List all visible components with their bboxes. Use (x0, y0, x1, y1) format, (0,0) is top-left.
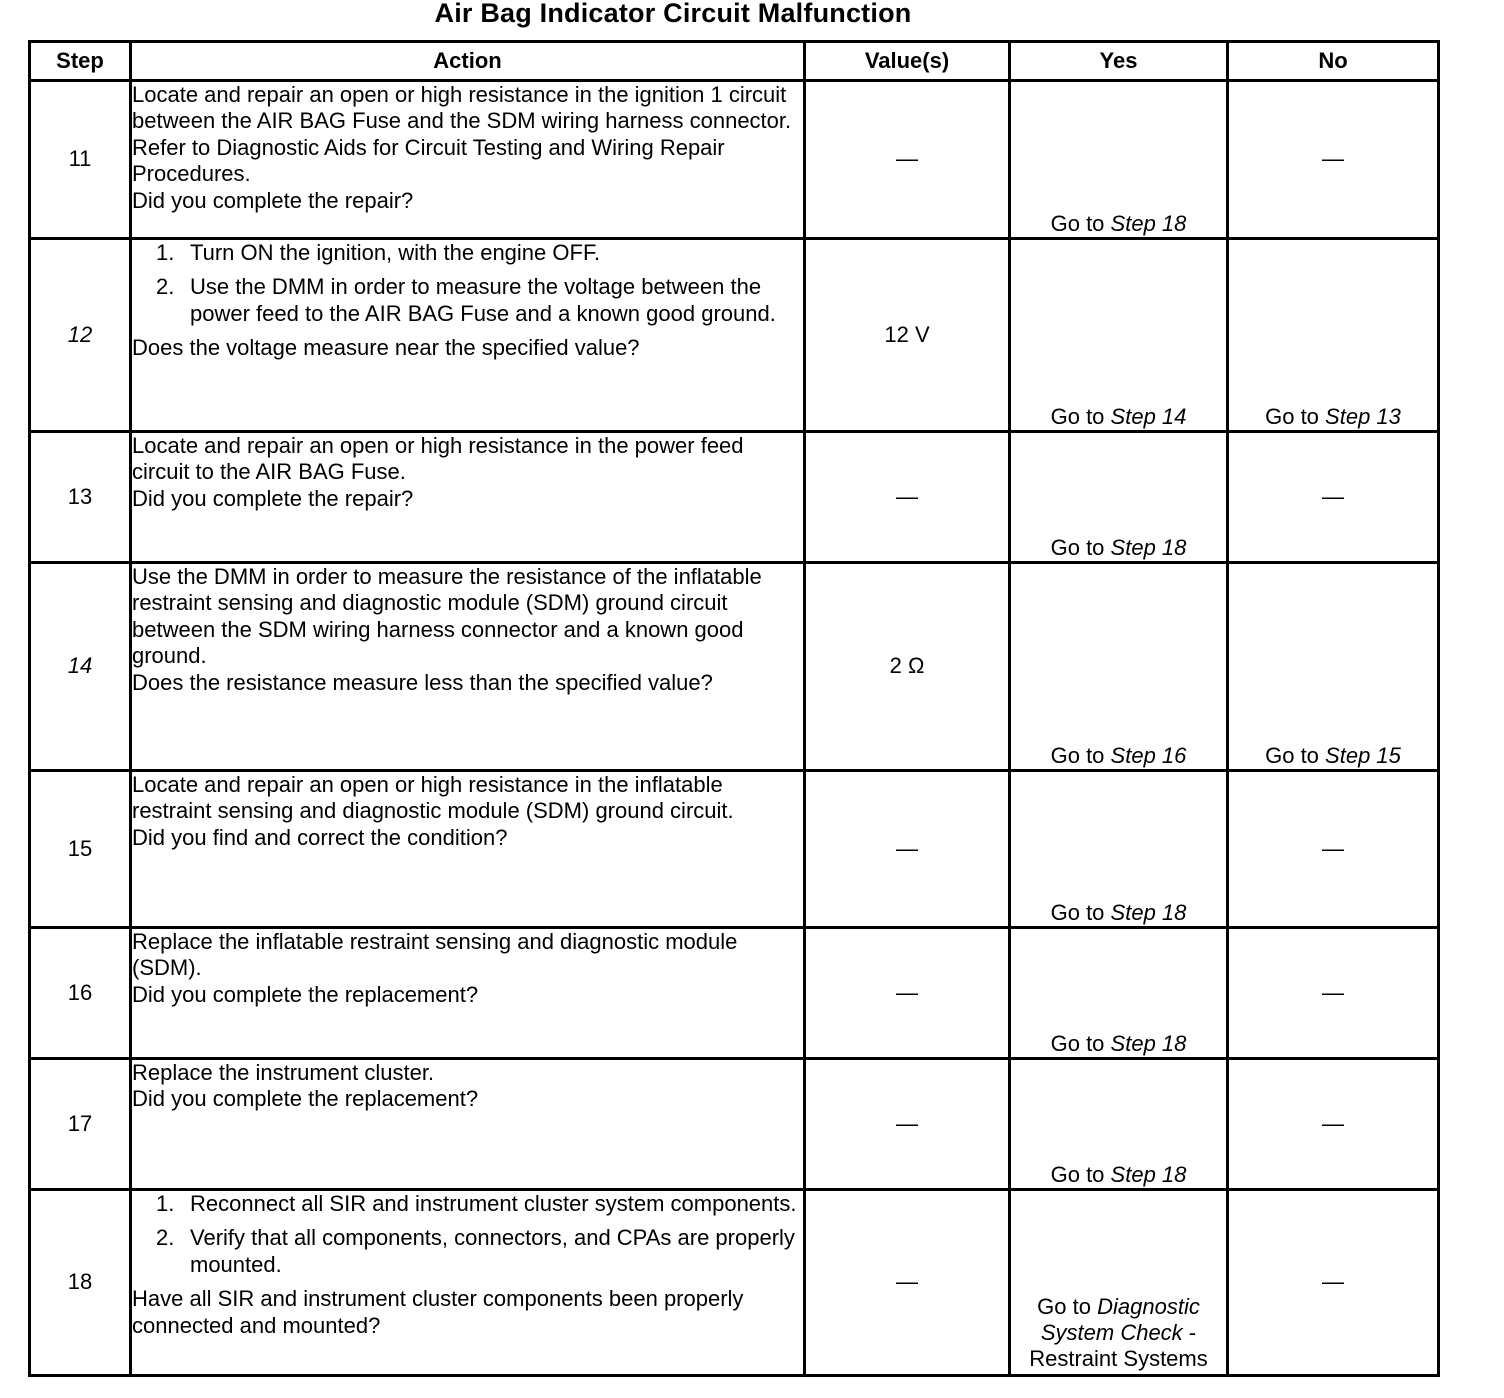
yes-prefix: Go to (1050, 534, 1105, 560)
no-cell (1228, 239, 1439, 432)
no-step-link[interactable]: Step 13 (1325, 403, 1401, 429)
yes-step-link[interactable]: Step 18 (1110, 899, 1187, 925)
table-row (30, 432, 1439, 563)
table-row (30, 928, 1439, 1059)
value-cell: — (805, 432, 1010, 563)
yes-prefix: Go to (1050, 899, 1105, 925)
yes-cell (1010, 81, 1228, 239)
yes-tail: Restraint Systems (1029, 1346, 1208, 1372)
yes-step-link[interactable]: Step 18 (1110, 1030, 1187, 1056)
step-number: 12 (30, 239, 131, 432)
value-cell: — (805, 1059, 1010, 1190)
yes-prefix: Go to (1050, 742, 1105, 768)
action-question: Have all SIR and instrument cluster components been properly connected and mounted? (132, 1286, 744, 1338)
value-cell: 12 V (805, 239, 1010, 432)
table-row (30, 563, 1439, 771)
step-number: 14 (30, 563, 131, 771)
action-text: Locate and repair an open or high resistance in the power feed circuit to the AIR BAG Fuse. (132, 433, 744, 485)
no-step-link[interactable]: Step 15 (1325, 742, 1401, 768)
list-item: 1. Reconnect all SIR and instrument cluster system components. (156, 1191, 797, 1216)
yes-cell (1010, 1059, 1228, 1190)
action-text: Locate and repair an open or high resistance in the ignition 1 circuit between the AIR BAG Fuse and the SDM wiring harness connector. Refer to Diagnostic Aids for Circuit Testing and Wiring Repair Procedures. (132, 82, 792, 187)
step-number: 16 (30, 928, 131, 1059)
action-text: Locate and repair an open or high resistance in the inflatable restraint sensing and diagnostic module (SDM) ground circuit. (132, 772, 734, 824)
action-question: Did you complete the repair? (132, 187, 414, 213)
action-cell (131, 1059, 805, 1190)
action-cell (131, 928, 805, 1059)
step-number: 11 (30, 81, 131, 239)
no-cell: — (1228, 928, 1439, 1059)
yes-separator: - (1182, 1320, 1197, 1346)
no-cell: — (1228, 1190, 1439, 1376)
yes-step-link[interactable]: Diagnostic System Check (1040, 1294, 1200, 1346)
action-question: Did you complete the repair? (132, 485, 414, 511)
header-values: Value(s) (805, 42, 1010, 81)
yes-prefix: Go to (1050, 1030, 1105, 1056)
action-question: Does the voltage measure near the specified value? (132, 335, 640, 361)
no-prefix: Go to (1265, 742, 1319, 768)
value-cell: 2 Ω (805, 563, 1010, 771)
yes-prefix: Go to (1050, 210, 1105, 236)
list-item: 2. Use the DMM in order to measure the voltage between the power feed to the AIR BAG Fuse and a known good ground. (156, 274, 776, 326)
list-item: 2. Verify that all components, connectors, and CPAs are properly mounted. (156, 1225, 795, 1277)
step-number: 18 (30, 1190, 131, 1376)
header-no: No (1228, 42, 1439, 81)
header-row (30, 42, 1439, 81)
yes-step-link[interactable]: Step 18 (1110, 1161, 1187, 1187)
header-yes: Yes (1010, 42, 1228, 81)
action-question: Does the resistance measure less than the specified value? (132, 669, 713, 695)
yes-cell (1010, 432, 1228, 563)
step-number: 17 (30, 1059, 131, 1190)
step-number: 15 (30, 771, 131, 928)
value-cell: — (805, 1190, 1010, 1376)
action-cell (131, 239, 805, 432)
yes-step-link[interactable]: Step 18 (1110, 534, 1187, 560)
action-cell (131, 432, 805, 563)
action-cell (131, 563, 805, 771)
action-list (132, 1191, 803, 1286)
action-text: Replace the instrument cluster. (132, 1060, 435, 1085)
table-row (30, 1059, 1439, 1190)
no-prefix: Go to (1265, 403, 1319, 429)
no-cell (1228, 563, 1439, 771)
action-cell (131, 1190, 805, 1376)
table-row (30, 239, 1439, 432)
action-list (132, 240, 803, 335)
step-number: 13 (30, 432, 131, 563)
yes-cell (1010, 563, 1228, 771)
yes-cell (1010, 771, 1228, 928)
yes-step-link[interactable]: Step 16 (1110, 742, 1187, 768)
yes-step-link[interactable]: Step 14 (1110, 403, 1187, 429)
action-question: Did you find and correct the condition? (132, 824, 508, 850)
value-cell: — (805, 771, 1010, 928)
table-row (30, 771, 1439, 928)
yes-cell (1010, 928, 1228, 1059)
list-item: 1. Turn ON the ignition, with the engine OFF. (156, 240, 601, 265)
diagnostic-table (28, 40, 1440, 1377)
action-text: Replace the inflatable restraint sensing and diagnostic module (SDM). (132, 929, 738, 981)
value-cell: — (805, 81, 1010, 239)
no-cell: — (1228, 771, 1439, 928)
table-row (30, 81, 1439, 239)
action-question: Did you complete the replacement? (132, 1086, 479, 1112)
yes-cell (1010, 1190, 1228, 1376)
no-cell: — (1228, 1059, 1439, 1190)
page-title: Air Bag Indicator Circuit Malfunction (434, 0, 912, 28)
yes-prefix: Go to (1050, 403, 1105, 429)
action-question: Did you complete the replacement? (132, 981, 479, 1007)
action-text: Use the DMM in order to measure the resistance of the inflatable restraint sensing and diagnostic module (SDM) ground circuit between the SDM wiring harness connector and a known good ground. (132, 564, 762, 669)
value-cell: — (805, 928, 1010, 1059)
header-step: Step (30, 42, 131, 81)
no-cell: — (1228, 432, 1439, 563)
yes-step-link[interactable]: Step 18 (1110, 210, 1187, 236)
action-cell (131, 81, 805, 239)
action-cell (131, 771, 805, 928)
table-row (30, 1190, 1439, 1376)
no-cell: — (1228, 81, 1439, 239)
yes-prefix: Go to (1037, 1294, 1091, 1320)
yes-prefix: Go to (1050, 1161, 1105, 1187)
header-action: Action (131, 42, 805, 81)
yes-cell (1010, 239, 1228, 432)
